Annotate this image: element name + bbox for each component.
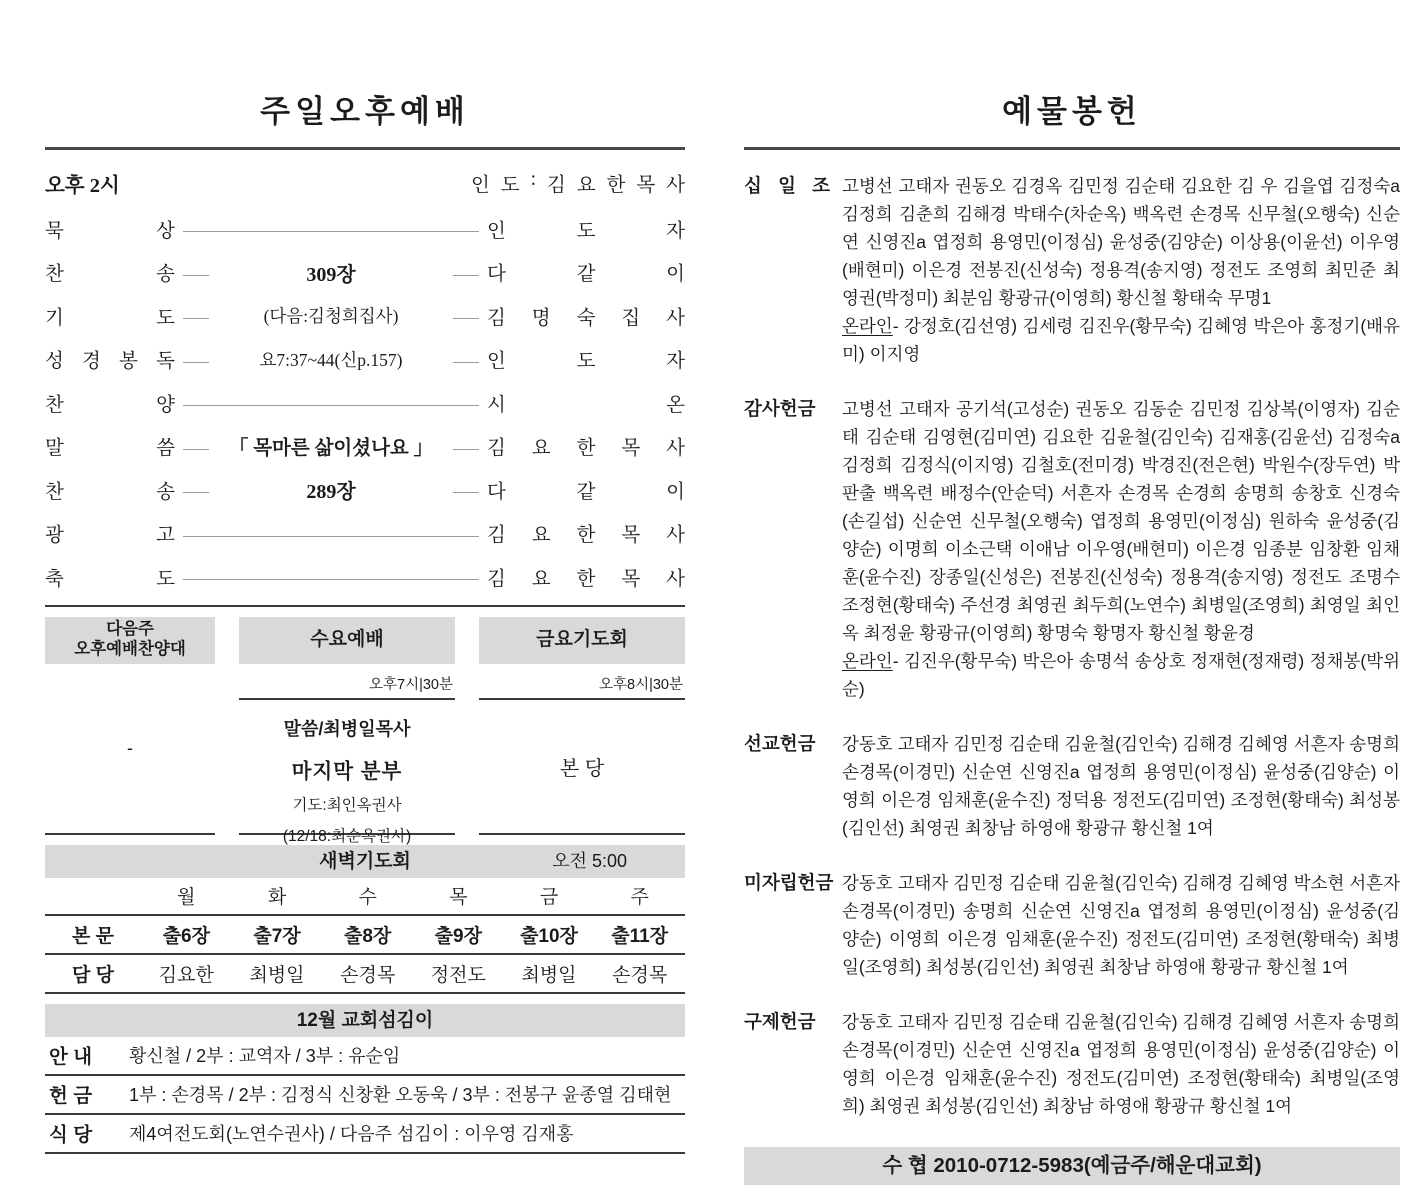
order-row-person: 시 온 bbox=[487, 394, 685, 416]
day-cell: 금 bbox=[539, 887, 559, 908]
monthly-serving-title: 12월 교회섬김이 bbox=[45, 1004, 685, 1037]
dawn-passages-row bbox=[45, 914, 685, 953]
order-row bbox=[45, 468, 685, 512]
wednesday-prayer-next: (12/18:최순옥권사) bbox=[282, 827, 412, 845]
afternoon-service-column bbox=[45, 0, 685, 1154]
leader-cell: 최병일 bbox=[521, 964, 577, 986]
leader-row-label: 담 당 bbox=[72, 964, 114, 986]
leader-line bbox=[453, 362, 479, 363]
dawn-prayer-time: 오전 5:00 bbox=[552, 850, 627, 871]
next-week-label: 다음주 bbox=[106, 620, 154, 639]
order-row-person: 다 같 이 bbox=[487, 264, 685, 286]
leader-line bbox=[183, 579, 479, 580]
bank-account-bar: 수 협 2010-0712-5983(예금주/해운대교회) bbox=[744, 1147, 1400, 1185]
offering-name-list: 강동호 고태자 김민정 김순태 김윤철(김인숙) 김해경 김혜영 서흔자 송명희 손경목(이경민) 신순연 신영진a 엽정희 용영민(이정심) 윤성중(김양순) 이영희 이은경 임채훈(윤수진) 정전도(김미연) 조정현(황태숙) 최병일(조영희) 최영권 최성봉(김인선) 최창남 하영애 황광규 황신철 1여 bbox=[842, 1012, 1400, 1116]
order-row-person: 김 요 한 목 사 bbox=[487, 438, 685, 460]
passage-cell: 출11장 bbox=[611, 925, 669, 947]
online-label: 온라인 bbox=[842, 316, 893, 336]
offerings-title: 예물봉헌 bbox=[1002, 94, 1142, 129]
offering-section-label: 감사헌금 bbox=[744, 398, 816, 419]
order-row bbox=[45, 512, 685, 556]
leader-line bbox=[453, 492, 479, 493]
order-row bbox=[45, 555, 685, 599]
relief-offering-section bbox=[744, 1008, 1400, 1120]
next-week-choir-box bbox=[45, 617, 215, 835]
order-row-label: 묵 상 bbox=[45, 220, 175, 242]
dawn-prayer-title: 새벽기도회 bbox=[319, 850, 411, 872]
wednesday-service-header: 수요예배 bbox=[239, 617, 455, 664]
dawn-prayer-section bbox=[45, 845, 685, 994]
serving-row-label: 헌 금 bbox=[49, 1085, 93, 1107]
order-header-row bbox=[45, 158, 685, 207]
order-of-service bbox=[45, 158, 685, 599]
passage-cell: 출8장 bbox=[344, 925, 392, 947]
service-leader: 인 도 : 김 요 한 목 사 bbox=[471, 168, 685, 196]
offering-name-list: 고병선 고태자 권동오 김경옥 김민정 김순태 김요한 김 우 김을엽 김정숙a 김정희 김춘희 김해경 박태수(차순옥) 백옥련 손경목 신무철(오행숙) 신순연 신영진a 엽정희 용영민(이정심) 윤성중(김양순) 이상용(이윤선) 이우영(배현미) 이은경 전봉진(신성숙) 정용격(송지영) 정전도 조영희 최민준 최영권(박정미) 최분임 황광규(이영희) 황신철 황태숙 무명1 bbox=[842, 176, 1400, 308]
offering-section-label: 미자립헌금 bbox=[744, 872, 834, 893]
leader-line bbox=[183, 405, 479, 406]
scripture-reference: 요7:37~44(신p.157) bbox=[259, 349, 403, 370]
leader-line bbox=[453, 318, 479, 319]
leader-cell: 손경목 bbox=[612, 964, 668, 986]
wednesday-speaker: 말씀/최병일목사 bbox=[283, 718, 411, 739]
wednesday-prayer: 기도:최인옥권사 bbox=[292, 796, 402, 814]
leader-line bbox=[453, 275, 479, 276]
leader-line bbox=[183, 449, 209, 450]
leader-cell: 손경목 bbox=[340, 964, 396, 986]
section-divider bbox=[45, 605, 685, 607]
order-row bbox=[45, 338, 685, 382]
leader-line bbox=[183, 231, 479, 232]
order-row bbox=[45, 381, 685, 425]
serving-row-value: 1부 : 손경목 / 2부 : 김정식 신창환 오동욱 / 3부 : 전봉구 윤종열 김태현 bbox=[129, 1085, 672, 1105]
prayer-note: (다음:김청희집사) bbox=[263, 306, 399, 327]
order-row-label: 광 고 bbox=[45, 525, 175, 547]
leader-cell: 김요한 bbox=[158, 964, 214, 986]
offering-names bbox=[842, 1008, 1400, 1120]
order-row-label: 말 씀 bbox=[45, 438, 175, 460]
hymn-number: 309장 bbox=[306, 263, 356, 286]
offering-name-list: 강동호 고태자 김민정 김순태 김윤철(김인숙) 김해경 김혜영 박소현 서흔자 손경목(이경민) 송명희 신순연 신영진a 엽정희 용영민(이정심) 윤성중(김양순) 이영희 이은경 임채훈(윤수진) 정전도(김미연) 조정현(황태숙) 최병일(조영희) 최성봉(김인선) 최영권 최창남 하영애 황광규 황신철 1여 bbox=[842, 873, 1400, 977]
day-cell: 수 bbox=[358, 887, 377, 908]
order-row bbox=[45, 251, 685, 295]
next-week-choir-header bbox=[45, 617, 215, 664]
passage-cell: 출7장 bbox=[253, 925, 301, 947]
day-cell: 월 bbox=[177, 887, 196, 908]
order-row-label: 성 경 봉 독 bbox=[45, 351, 175, 373]
wednesday-sermon-title: 마지막 분부 bbox=[291, 759, 403, 783]
wednesday-service-box bbox=[239, 617, 455, 845]
order-row bbox=[45, 294, 685, 338]
passage-row-label: 본 문 bbox=[72, 925, 114, 947]
online-offering-line bbox=[842, 312, 1400, 368]
order-row bbox=[45, 425, 685, 469]
serving-row-value: 제4여전도회(노연수권사) / 다음주 섬김이 : 이우영 김재홍 bbox=[129, 1124, 574, 1144]
offering-names bbox=[842, 730, 1400, 842]
wednesday-service-time: 오후7시|30분 bbox=[239, 664, 455, 700]
thanksgiving-offering-section bbox=[744, 395, 1400, 703]
serving-row-label: 식 당 bbox=[49, 1124, 93, 1146]
serving-row bbox=[45, 1037, 685, 1076]
offering-section-label: 십 일 조 bbox=[744, 175, 830, 196]
friday-prayer-box bbox=[479, 617, 685, 835]
leader-line bbox=[183, 362, 209, 363]
day-cell: 화 bbox=[267, 887, 287, 908]
online-name-list: - 김진우(황무숙) 박은아 송명석 송상호 정재현(정재령) 정채봉(박위순) bbox=[842, 651, 1400, 699]
online-name-list: - 강정호(김선영) 김세령 김진우(황무숙) 김혜영 박은아 홍정기(배유미) 이지영 bbox=[842, 316, 1400, 364]
monthly-serving-section bbox=[45, 1004, 685, 1154]
tithe-section bbox=[744, 172, 1400, 368]
self-support-offering-section bbox=[744, 869, 1400, 981]
leader-line bbox=[183, 536, 479, 537]
offering-names bbox=[842, 395, 1400, 703]
order-row-person: 김 명 숙 집 사 bbox=[487, 307, 685, 329]
serving-row-value: 황신철 / 2부 : 교역자 / 3부 : 유순임 bbox=[129, 1046, 401, 1066]
leader-cell: 정전도 bbox=[430, 964, 486, 986]
serving-row bbox=[45, 1076, 685, 1115]
order-row bbox=[45, 207, 685, 251]
order-row-label: 찬 양 bbox=[45, 394, 175, 416]
sermon-title: 「 목마른 삶이셨나요 」 bbox=[228, 438, 434, 460]
hymn-number: 289장 bbox=[306, 481, 356, 504]
order-row-label: 축 도 bbox=[45, 568, 175, 590]
order-row-person: 김 요 한 목 사 bbox=[487, 525, 685, 547]
serving-row bbox=[45, 1115, 685, 1154]
mission-offering-section bbox=[744, 730, 1400, 842]
weekly-meetings bbox=[45, 617, 685, 845]
passage-cell: 출10장 bbox=[520, 925, 578, 947]
order-row-label: 찬 송 bbox=[45, 481, 175, 503]
order-row-person: 인 도 자 bbox=[487, 220, 685, 242]
online-label: 온라인 bbox=[842, 651, 893, 671]
service-title: 주일오후예배 bbox=[260, 94, 470, 129]
order-row-person: 인 도 자 bbox=[487, 351, 685, 373]
offering-section-label: 구제헌금 bbox=[744, 1011, 816, 1032]
online-offering-line bbox=[842, 647, 1400, 703]
order-row-label: 찬 송 bbox=[45, 264, 175, 286]
choir-label: 오후예배찬양대 bbox=[74, 640, 186, 658]
dawn-prayer-header bbox=[45, 845, 685, 878]
dawn-leaders-row bbox=[45, 953, 685, 994]
day-cell: 목 bbox=[449, 887, 468, 908]
passage-cell: 출6장 bbox=[162, 925, 210, 947]
offering-section-label: 선교헌금 bbox=[744, 733, 816, 754]
service-time: 오후 2시 bbox=[45, 174, 120, 197]
offering-name-list: 강동호 고태자 김민정 김순태 김윤철(김인숙) 김해경 김혜영 서흔자 송명희 손경목(이경민) 신순연 신영진a 엽정희 용영민(이정심) 윤성중(김양순) 이영희 이은경 임채훈(윤수진) 정덕용 정전도(김미연) 조정현(황태숙) 최성봉(김인선) 최영권 최창남 하영애 황광규 황신철 1여 bbox=[842, 734, 1400, 838]
friday-prayer-header: 금요기도회 bbox=[479, 617, 685, 664]
title-divider bbox=[744, 147, 1400, 150]
friday-prayer-place: 본 당 bbox=[559, 757, 605, 780]
order-row-person: 김 요 한 목 사 bbox=[487, 568, 685, 590]
title-divider bbox=[45, 147, 685, 150]
friday-prayer-time: 오후8시|30분 bbox=[479, 664, 685, 700]
offering-names bbox=[842, 172, 1400, 368]
dawn-days-row bbox=[45, 878, 685, 914]
leader-line bbox=[183, 492, 209, 493]
serving-row-label: 안 내 bbox=[49, 1046, 93, 1068]
offering-sections bbox=[744, 172, 1400, 1120]
passage-cell: 출9장 bbox=[434, 925, 482, 947]
day-cell: 주 bbox=[630, 887, 649, 908]
offering-name-list: 고병선 고태자 공기석(고성순) 권동오 김동순 김민정 김상복(이영자) 김순태 김순태 김영현(김미연) 김요한 김윤철(김인숙) 김재홍(김윤선) 김정숙a 김정희 김정식(이지영) 김철호(전미경) 박경진(전은현) 박원수(장두연) 박판출 백옥련 배정수(안순덕) 서흔자 손경목 손경희 송명희 송창호 신경숙(손길섭) 신순연 신무철(오행숙) 엽정희 용영민(이정심) 원하숙 윤성중(김양순) 이명희 이소근택 이애남 이우영(배현미) 이은경 임종분 임창환 임채훈(윤수진) 장종일(신성은) 전봉진(신성숙) 정용격(송지영) 정전도 조명수 조정현(황태숙) 주선경 최영권 최두희(노연수) 최병일(조영희) 최영일 최인옥 최정윤 황광규(이영희) 황명숙 황명자 황신철 황윤경 bbox=[842, 399, 1400, 643]
leader-line bbox=[453, 449, 479, 450]
leader-line bbox=[183, 275, 209, 276]
leader-cell: 최병일 bbox=[249, 964, 305, 986]
order-row-label: 기 도 bbox=[45, 307, 175, 329]
next-week-choir-value: - bbox=[127, 737, 133, 758]
offering-names bbox=[842, 869, 1400, 981]
order-row-person: 다 같 이 bbox=[487, 481, 685, 503]
offerings-column bbox=[744, 0, 1400, 1185]
leader-line bbox=[183, 318, 209, 319]
